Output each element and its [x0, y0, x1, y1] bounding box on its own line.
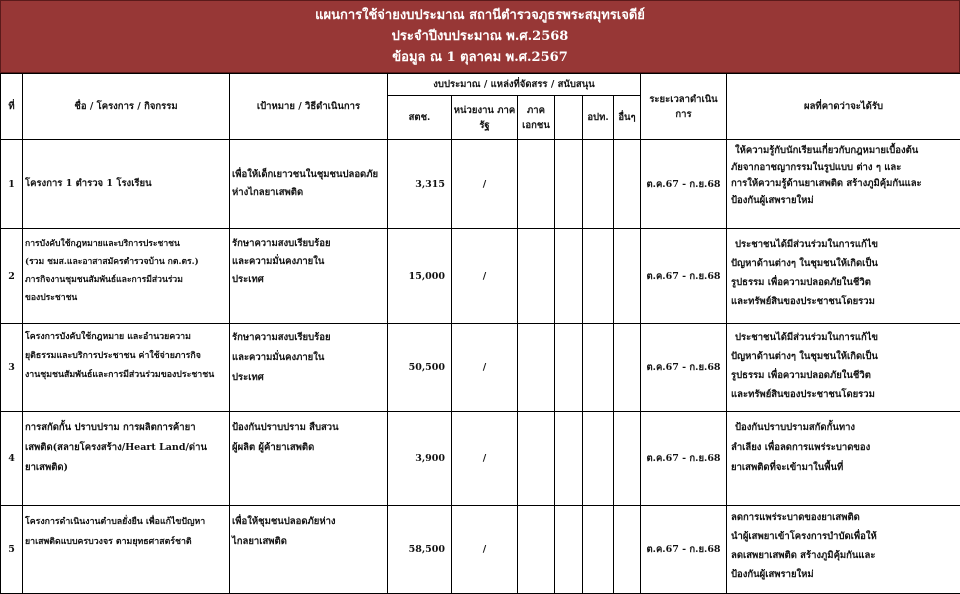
row-number: 5	[1, 506, 23, 594]
other-cell	[614, 324, 641, 412]
police-budget: 3,900	[388, 412, 452, 506]
police-budget: 50,500	[388, 324, 452, 412]
header-period: ระยะเวลาดำเนินการ	[641, 74, 727, 140]
title-line-3: ข้อมูล ณ 1 ตุลาคม พ.ศ.2567	[1, 47, 959, 68]
other-cell	[614, 506, 641, 594]
title-line-1: แผนการใช้จ่ายงบประมาณ สถานีตำรวจภูธรพระสมุทรเจดีย์	[1, 5, 959, 26]
goal-line: และความมั่นคงภายใน	[232, 253, 385, 271]
result-line: ป้องกันปราบปรามสกัดกั้นทาง	[731, 418, 958, 438]
police-budget: 3,315	[388, 140, 452, 229]
other-cell	[614, 412, 641, 506]
blank-cell	[555, 324, 583, 412]
goal-line: ไกลยาเสพติด	[232, 532, 385, 552]
result-line: ยาเสพติดที่จะเข้ามาในพื้นที่	[731, 458, 958, 478]
result-line: และทรัพย์สินของประชาชนโดยรวม	[731, 385, 958, 404]
goal-cell	[230, 412, 388, 506]
goal-cell	[230, 140, 388, 229]
table-row	[1, 140, 960, 229]
blank-cell	[555, 140, 583, 229]
goal-line: ประเทศ	[232, 271, 385, 289]
result-line: ประชาชนได้มีส่วนร่วมในการแก้ไข	[731, 328, 958, 347]
project-cell	[23, 412, 230, 506]
project-line: โครงการดำเนินงานตำบลยั่งยืน เพื่อแก้ไขปัญหา	[25, 512, 227, 532]
row-number: 1	[1, 140, 23, 229]
project-line: โครงการบังคับใช้กฎหมาย และอำนวยความ	[25, 328, 227, 347]
result-line: ป้องกันผู้เสพรายใหม่	[731, 193, 958, 210]
project-line: ยาเสพติด)	[25, 458, 227, 478]
project-line: ของประชาชน	[25, 289, 227, 307]
table-row	[1, 506, 960, 594]
result-line: และทรัพย์สินของประชาชนโดยรวม	[731, 292, 958, 311]
government-mark: /	[452, 229, 518, 324]
title-line-2: ประจำปีงบประมาณ พ.ศ.2568	[1, 26, 959, 47]
other-cell	[614, 229, 641, 324]
government-mark: /	[452, 412, 518, 506]
result-line: นำผู้เสพยาเข้าโครงการบำบัดเพื่อให้	[731, 527, 958, 546]
row-number: 4	[1, 412, 23, 506]
project-line: (รวม ชมส.และอาสาสมัครตำรวจบ้าน กต.ตร.)	[25, 253, 227, 271]
goal-line: และความมั่นคงภายใน	[232, 348, 385, 368]
goal-line: ผู้ผลิต ผู้ค้ายาเสพติด	[232, 438, 385, 458]
result-cell	[727, 324, 960, 412]
result-line: รูปธรรม เพื่อความปลอดภัยในชีวิต	[731, 273, 958, 292]
result-line: ภัยจากอาชญากรรมในรูปแบบ ต่าง ๆ และ	[731, 160, 958, 177]
header-sub-police: สตช.	[388, 96, 452, 140]
header-sub-government: หน่วยงาน ภาครัฐ	[452, 96, 518, 140]
project-line: เสพติด(สลายโครงสร้าง/Heart Land/ด่าน	[25, 438, 227, 458]
project-line: ภารกิจงานชุมชนสัมพันธ์และการมีส่วนร่วม	[25, 271, 227, 289]
project-line: ยุติธรรมและบริการประชาชน ค่าใช้จ่ายภารกิจ	[25, 347, 227, 366]
header-goal: เป้าหมาย / วิธีดำเนินการ	[230, 74, 388, 140]
header-result: ผลที่คาดว่าจะได้รับ	[727, 74, 960, 140]
local-admin-cell	[583, 229, 614, 324]
local-admin-cell	[583, 324, 614, 412]
table-row	[1, 229, 960, 324]
table-row	[1, 324, 960, 412]
project-cell	[23, 506, 230, 594]
project-line: ยาเสพติดแบบครบวงจร ตามยุทธศาสตร์ชาติ	[25, 532, 227, 552]
other-cell	[614, 140, 641, 229]
goal-cell	[230, 229, 388, 324]
project-line: งานชุมชนสัมพันธ์และการมีส่วนร่วมของประชาชน	[25, 366, 227, 385]
goal-line: รักษาความสงบเรียบร้อย	[232, 235, 385, 253]
result-line: ปัญหาด้านต่างๆ ในชุมชนให้เกิดเป็น	[731, 254, 958, 273]
header-budget-group: งบประมาณ / แหล่งที่จัดสรร / สนับสนุน	[388, 74, 641, 96]
goal-cell	[230, 324, 388, 412]
table-row	[1, 412, 960, 506]
period-cell: ต.ค.67 - ก.ย.68	[641, 506, 727, 594]
private-cell	[518, 324, 555, 412]
goal-line: ประเทศ	[232, 368, 385, 388]
goal-line: เพื่อให้ชุมชนปลอดภัยห่าง	[232, 512, 385, 532]
project-line: การบังคับใช้กฎหมายและบริการประชาชน	[25, 235, 227, 253]
local-admin-cell	[583, 412, 614, 506]
result-line: ลดเสพยาเสพติด สร้างภูมิคุ้มกันและ	[731, 546, 958, 565]
result-cell	[727, 140, 960, 229]
result-line: ป้องกันผู้เสพรายใหม่	[731, 565, 958, 584]
header-sub-private: ภาค เอกชน	[518, 96, 555, 140]
header-sub-blank	[555, 96, 583, 140]
project-line: การสกัดกั้น ปราบปราม การผลิตการค้ายา	[25, 418, 227, 438]
result-cell	[727, 506, 960, 594]
private-cell	[518, 412, 555, 506]
local-admin-cell	[583, 506, 614, 594]
goal-cell	[230, 506, 388, 594]
period-cell: ต.ค.67 - ก.ย.68	[641, 412, 727, 506]
result-line: ให้ความรู้กับนักเรียนเกี่ยวกับกฎหมายเบื้องต้น	[731, 143, 958, 160]
result-line: ลดการแพร่ระบาดของยาเสพติด	[731, 508, 958, 527]
police-budget: 15,000	[388, 229, 452, 324]
result-cell	[727, 229, 960, 324]
blank-cell	[555, 412, 583, 506]
government-mark: /	[452, 324, 518, 412]
header-project: ชื่อ / โครงการ / กิจกรรม	[23, 74, 230, 140]
project-cell	[23, 324, 230, 412]
project-cell	[23, 229, 230, 324]
goal-line: เพื่อให้เด็กเยาวชนในชุมชนปลอดภัย	[232, 166, 385, 184]
police-budget: 58,500	[388, 506, 452, 594]
blank-cell	[555, 229, 583, 324]
private-cell	[518, 140, 555, 229]
result-line: ปัญหาด้านต่างๆ ในชุมชนให้เกิดเป็น	[731, 347, 958, 366]
header-sub-other: อื่นๆ	[614, 96, 641, 140]
row-number: 3	[1, 324, 23, 412]
header-no: ที่	[1, 74, 23, 140]
private-cell	[518, 229, 555, 324]
government-mark: /	[452, 140, 518, 229]
private-cell	[518, 506, 555, 594]
project-line: โครงการ 1 ตำรวจ 1 โรงเรียน	[25, 175, 227, 193]
goal-line: รักษาความสงบเรียบร้อย	[232, 328, 385, 348]
result-line: การให้ความรู้ด้านยาเสพติด สร้างภูมิคุ้มกันและ	[731, 176, 958, 193]
goal-line: ห่างไกลยาเสพติด	[232, 184, 385, 202]
period-cell: ต.ค.67 - ก.ย.68	[641, 229, 727, 324]
result-line: ลำเลียง เพื่อลดการแพร่ระบาดของ	[731, 438, 958, 458]
project-cell	[23, 140, 230, 229]
blank-cell	[555, 506, 583, 594]
header-sub-local-admin: อปท.	[583, 96, 614, 140]
local-admin-cell	[583, 140, 614, 229]
title-banner	[0, 0, 960, 73]
row-number: 2	[1, 229, 23, 324]
period-cell: ต.ค.67 - ก.ย.68	[641, 140, 727, 229]
government-mark: /	[452, 506, 518, 594]
result-cell	[727, 412, 960, 506]
budget-plan-table	[0, 73, 960, 594]
period-cell: ต.ค.67 - ก.ย.68	[641, 324, 727, 412]
result-line: รูปธรรม เพื่อความปลอดภัยในชีวิต	[731, 366, 958, 385]
goal-line: ป้องกันปราบปราม สืบสวน	[232, 418, 385, 438]
result-line: ประชาชนได้มีส่วนร่วมในการแก้ไข	[731, 235, 958, 254]
